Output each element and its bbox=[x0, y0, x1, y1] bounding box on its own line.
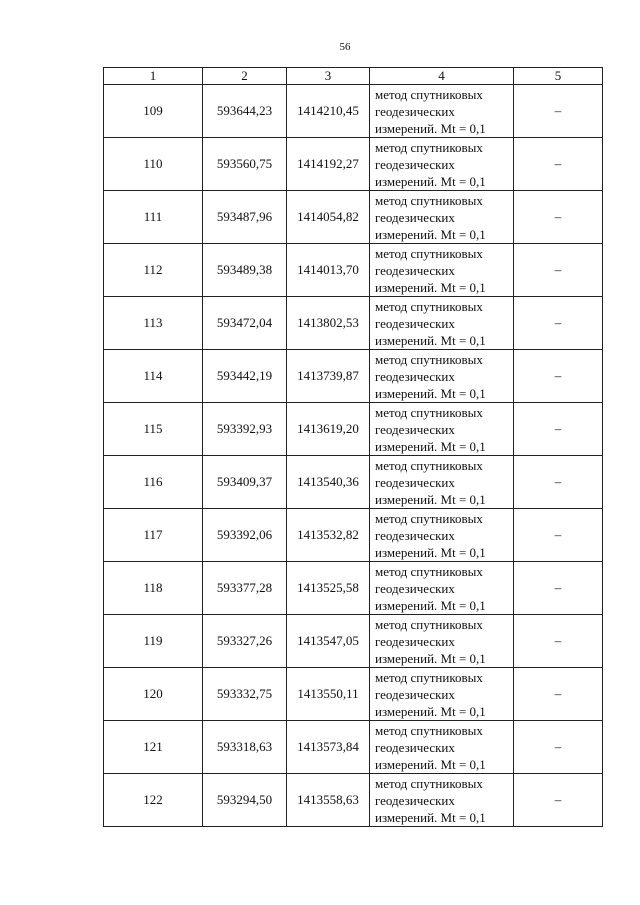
method-line: измерений. Mt = 0,1 bbox=[375, 597, 486, 613]
coordinate-y-cell: 1413558,63 bbox=[287, 774, 370, 827]
point-number-cell: 113 bbox=[104, 297, 203, 350]
method-line: измерений. Mt = 0,1 bbox=[375, 173, 486, 189]
method-cell bbox=[370, 456, 514, 509]
point-number-cell: 117 bbox=[104, 509, 203, 562]
note-cell: – bbox=[514, 297, 603, 350]
table-row bbox=[104, 456, 603, 509]
method-line: геодезических bbox=[375, 580, 455, 596]
coordinate-x-cell: 593489,38 bbox=[203, 244, 287, 297]
method-line: геодезических bbox=[375, 421, 455, 437]
note-cell: – bbox=[514, 244, 603, 297]
method-line: метод спутниковых bbox=[375, 775, 483, 791]
coordinate-x-cell: 593377,28 bbox=[203, 562, 287, 615]
coordinate-x-cell: 593560,75 bbox=[203, 138, 287, 191]
table-row bbox=[104, 562, 603, 615]
header-row bbox=[104, 68, 603, 85]
method-cell bbox=[370, 297, 514, 350]
point-number-cell: 116 bbox=[104, 456, 203, 509]
method-cell bbox=[370, 721, 514, 774]
method-line: измерений. Mt = 0,1 bbox=[375, 385, 486, 401]
point-number-cell: 115 bbox=[104, 403, 203, 456]
method-line: геодезических bbox=[375, 474, 455, 490]
note-cell: – bbox=[514, 456, 603, 509]
method-line: измерений. Mt = 0,1 bbox=[375, 279, 486, 295]
method-line: измерений. Mt = 0,1 bbox=[375, 703, 486, 719]
method-line: метод спутниковых bbox=[375, 298, 483, 314]
note-cell: – bbox=[514, 721, 603, 774]
point-number-cell: 111 bbox=[104, 191, 203, 244]
method-line: геодезических bbox=[375, 209, 455, 225]
method-line: измерений. Mt = 0,1 bbox=[375, 809, 486, 825]
method-line: метод спутниковых bbox=[375, 669, 483, 685]
method-line: метод спутниковых bbox=[375, 245, 483, 261]
method-line: измерений. Mt = 0,1 bbox=[375, 544, 486, 560]
coordinate-x-cell: 593327,26 bbox=[203, 615, 287, 668]
page-number: 56 bbox=[339, 41, 351, 53]
note-cell: – bbox=[514, 403, 603, 456]
point-number-cell: 122 bbox=[104, 774, 203, 827]
coordinate-x-cell: 593392,06 bbox=[203, 509, 287, 562]
method-cell bbox=[370, 85, 514, 138]
table-row bbox=[104, 350, 603, 403]
header-col-1: 1 bbox=[104, 68, 203, 85]
method-cell bbox=[370, 244, 514, 297]
table-row bbox=[104, 244, 603, 297]
table-row bbox=[104, 721, 603, 774]
method-line: метод спутниковых bbox=[375, 404, 483, 420]
method-cell bbox=[370, 403, 514, 456]
coordinate-x-cell: 593318,63 bbox=[203, 721, 287, 774]
point-number-cell: 109 bbox=[104, 85, 203, 138]
method-line: геодезических bbox=[375, 739, 455, 755]
coordinate-y-cell: 1413802,53 bbox=[287, 297, 370, 350]
note-cell: – bbox=[514, 85, 603, 138]
note-cell: – bbox=[514, 774, 603, 827]
coordinates-table bbox=[103, 67, 603, 827]
coordinate-x-cell: 593294,50 bbox=[203, 774, 287, 827]
point-number-cell: 119 bbox=[104, 615, 203, 668]
coordinate-y-cell: 1414210,45 bbox=[287, 85, 370, 138]
table-row bbox=[104, 615, 603, 668]
method-line: измерений. Mt = 0,1 bbox=[375, 491, 486, 507]
method-line: метод спутниковых bbox=[375, 192, 483, 208]
table-row bbox=[104, 509, 603, 562]
method-cell bbox=[370, 668, 514, 721]
table-row bbox=[104, 668, 603, 721]
method-line: измерений. Mt = 0,1 bbox=[375, 120, 486, 136]
note-cell: – bbox=[514, 668, 603, 721]
method-line: геодезических bbox=[375, 686, 455, 702]
method-cell bbox=[370, 191, 514, 244]
coordinate-x-cell: 593644,23 bbox=[203, 85, 287, 138]
table-row bbox=[104, 774, 603, 827]
coordinate-y-cell: 1413739,87 bbox=[287, 350, 370, 403]
coordinate-x-cell: 593392,93 bbox=[203, 403, 287, 456]
point-number-cell: 118 bbox=[104, 562, 203, 615]
method-line: геодезических bbox=[375, 103, 455, 119]
note-cell: – bbox=[514, 138, 603, 191]
coordinate-y-cell: 1413525,58 bbox=[287, 562, 370, 615]
table-header bbox=[104, 68, 603, 85]
header-col-3: 3 bbox=[287, 68, 370, 85]
coordinate-x-cell: 593472,04 bbox=[203, 297, 287, 350]
coordinate-y-cell: 1414013,70 bbox=[287, 244, 370, 297]
method-cell bbox=[370, 509, 514, 562]
note-cell: – bbox=[514, 350, 603, 403]
method-line: измерений. Mt = 0,1 bbox=[375, 226, 486, 242]
coordinate-x-cell: 593409,37 bbox=[203, 456, 287, 509]
method-line: измерений. Mt = 0,1 bbox=[375, 332, 486, 348]
point-number-cell: 114 bbox=[104, 350, 203, 403]
method-line: геодезических bbox=[375, 262, 455, 278]
coordinate-y-cell: 1413540,36 bbox=[287, 456, 370, 509]
method-line: метод спутниковых bbox=[375, 510, 483, 526]
point-number-cell: 120 bbox=[104, 668, 203, 721]
method-line: геодезических bbox=[375, 156, 455, 172]
method-cell bbox=[370, 562, 514, 615]
coordinate-x-cell: 593487,96 bbox=[203, 191, 287, 244]
method-line: измерений. Mt = 0,1 bbox=[375, 650, 486, 666]
method-line: геодезических bbox=[375, 315, 455, 331]
table-row bbox=[104, 85, 603, 138]
coordinate-y-cell: 1413532,82 bbox=[287, 509, 370, 562]
method-line: метод спутниковых bbox=[375, 86, 483, 102]
method-cell bbox=[370, 774, 514, 827]
method-line: геодезических bbox=[375, 527, 455, 543]
method-cell bbox=[370, 350, 514, 403]
method-cell bbox=[370, 138, 514, 191]
coordinate-y-cell: 1413550,11 bbox=[287, 668, 370, 721]
method-line: измерений. Mt = 0,1 bbox=[375, 438, 486, 454]
header-col-5: 5 bbox=[514, 68, 603, 85]
point-number-cell: 112 bbox=[104, 244, 203, 297]
coordinate-x-cell: 593332,75 bbox=[203, 668, 287, 721]
method-line: метод спутниковых bbox=[375, 351, 483, 367]
method-line: метод спутниковых bbox=[375, 616, 483, 632]
coordinate-x-cell: 593442,19 bbox=[203, 350, 287, 403]
coordinate-y-cell: 1413547,05 bbox=[287, 615, 370, 668]
note-cell: – bbox=[514, 509, 603, 562]
point-number-cell: 110 bbox=[104, 138, 203, 191]
table-row bbox=[104, 403, 603, 456]
table-row bbox=[104, 191, 603, 244]
method-line: метод спутниковых bbox=[375, 457, 483, 473]
method-line: метод спутниковых bbox=[375, 722, 483, 738]
header-col-2: 2 bbox=[203, 68, 287, 85]
note-cell: – bbox=[514, 191, 603, 244]
method-line: метод спутниковых bbox=[375, 563, 483, 579]
coordinate-y-cell: 1413619,20 bbox=[287, 403, 370, 456]
note-cell: – bbox=[514, 562, 603, 615]
method-line: геодезических bbox=[375, 633, 455, 649]
table-row bbox=[104, 138, 603, 191]
coordinate-y-cell: 1414054,82 bbox=[287, 191, 370, 244]
coordinate-y-cell: 1414192,27 bbox=[287, 138, 370, 191]
method-cell bbox=[370, 615, 514, 668]
note-cell: – bbox=[514, 615, 603, 668]
method-line: геодезических bbox=[375, 792, 455, 808]
method-line: метод спутниковых bbox=[375, 139, 483, 155]
table-body bbox=[104, 85, 603, 827]
coordinate-y-cell: 1413573,84 bbox=[287, 721, 370, 774]
table-row bbox=[104, 297, 603, 350]
header-col-4: 4 bbox=[370, 68, 514, 85]
method-line: измерений. Mt = 0,1 bbox=[375, 756, 486, 772]
point-number-cell: 121 bbox=[104, 721, 203, 774]
method-line: геодезических bbox=[375, 368, 455, 384]
